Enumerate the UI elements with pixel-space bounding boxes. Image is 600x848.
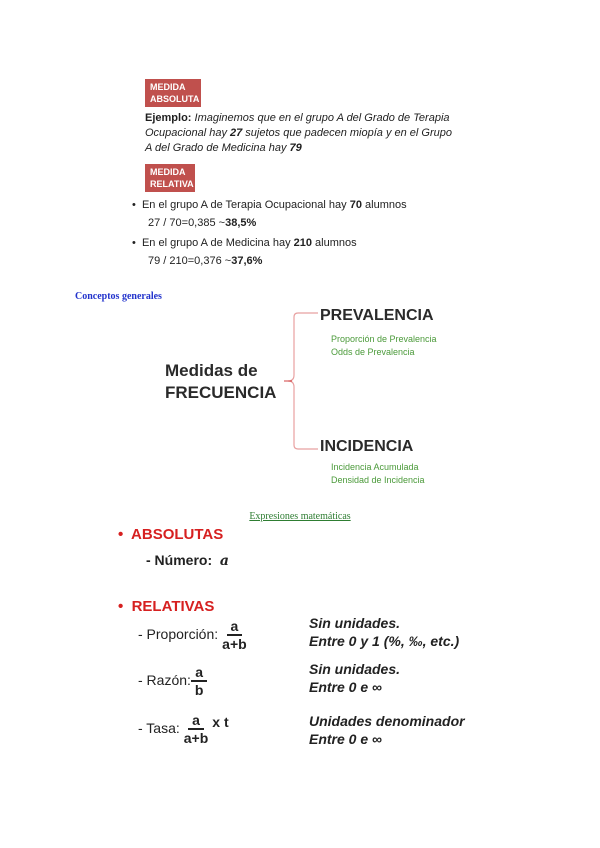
example-bullets [132, 198, 492, 268]
prevalencia-title: PREVALENCIA [320, 307, 434, 324]
incidencia-items: Incidencia Acumulada Densidad de Incidencia [331, 462, 425, 485]
razon-description: Sin unidades. Entre 0 e ∞ [309, 661, 401, 695]
list-item: • En el grupo A de Medicina hay 210 alumnos [132, 237, 357, 249]
tasa-description: Unidades denominador Entre 0 e ∞ [309, 713, 465, 747]
proporcion-description: Sin unidades. Entre 0 y 1 (%, ‰, etc.) [309, 615, 460, 649]
list-item: • En el grupo A de Terapia Ocupacional hay 70 alumnos [132, 199, 407, 211]
frecuencia-title: Medidas de FRECUENCIA [165, 361, 277, 402]
numero-line: - Número: a [146, 552, 229, 569]
absolutas-heading: • ABSOLUTAS [118, 526, 224, 543]
section-heading-expresiones: Expresiones matemáticas [249, 511, 351, 522]
example-paragraph: Ejemplo: Imaginemos que en el grupo A del Grado de Terapia Ocupacional hay 27 sujetos que padecen miopía y en el Grupo A del Grado de Medicina hay 79 [145, 112, 452, 154]
bracket-line [288, 313, 318, 449]
incidencia-title: INCIDENCIA [320, 438, 414, 455]
calc-line: 27 / 70=0,385 ~38,5% [148, 217, 257, 229]
prevalencia-items: Proporción de Prevalencia Odds de Prevalencia [331, 334, 437, 357]
badge-medida-relativa: MEDIDA RELATIVA [145, 164, 195, 192]
section-heading-conceptos: Conceptos generales [75, 291, 162, 302]
badge-medida-absoluta: MEDIDA ABSOLUTA [145, 79, 201, 107]
tasa-formula: - Tasa: $\frac{a}{a+b}$ x t [138, 712, 229, 746]
relativas-heading: • RELATIVAS [118, 598, 215, 615]
bracket-diagram [280, 305, 320, 465]
calc-line: 79 / 210=0,376 ~37,6% [148, 255, 263, 267]
razon-formula: - Razón: $\frac{a}{b}$ [138, 664, 207, 699]
proporcion-formula: - Proporción: $\frac{a}{a+b}$ [138, 618, 247, 652]
